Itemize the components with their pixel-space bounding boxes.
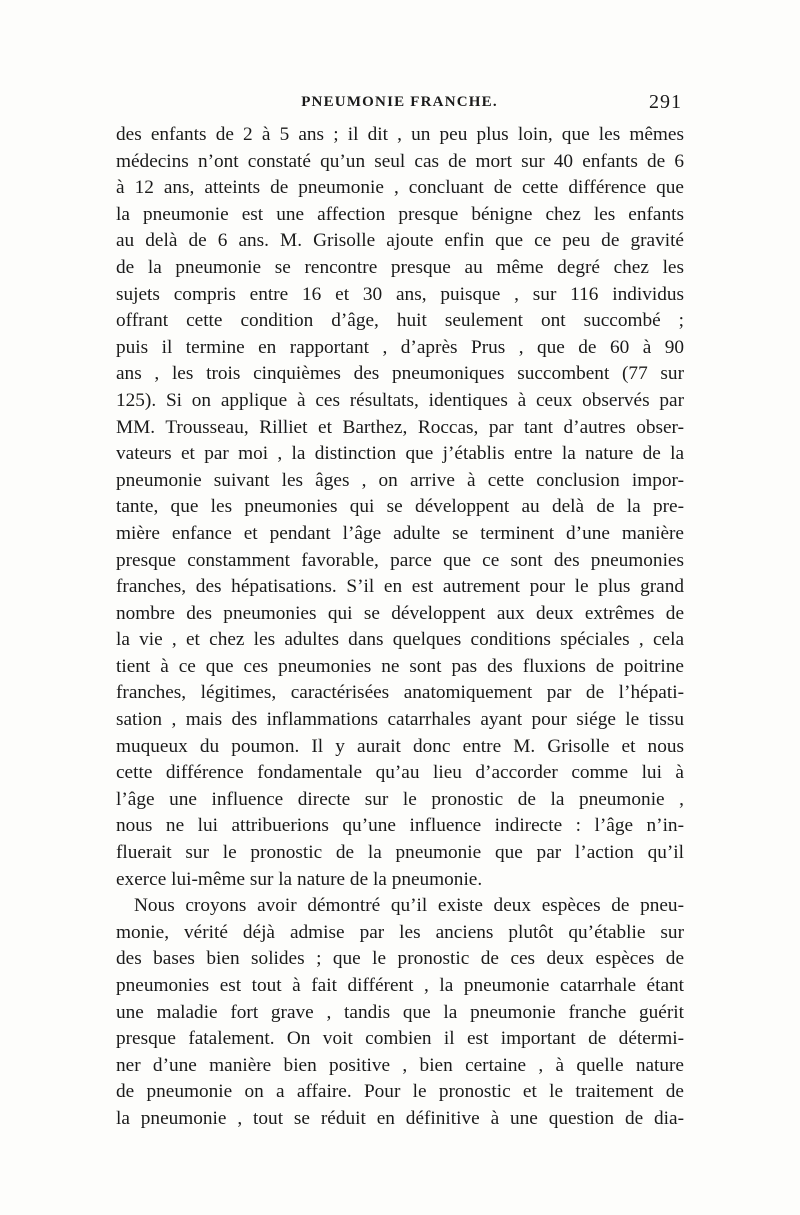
text-line: la pneumonie , tout se réduit en définitive à une question de dia- (116, 1107, 684, 1129)
text-line: des enfants de 2 à 5 ans ; il dit , un peu plus loin, que les mêmes (116, 124, 684, 145)
text-line: de la pneumonie se rencontre presque au même degré chez les (116, 256, 684, 278)
text-line: muqueux du poumon. Il y aurait donc entre M. Grisolle et nous (116, 735, 684, 757)
page-number: 291 (649, 91, 682, 113)
text-line: la pneumonie est une affection presque bénigne chez les enfants (116, 203, 684, 225)
text-line: franches, légitimes, caractérisées anatomiquement par de l’hépati- (116, 682, 684, 704)
text-line: l’âge une influence directe sur le pronostic de la pneumonie , (116, 788, 684, 810)
text-line: cette différence fondamentale qu’au lieu d’accorder comme lui à (116, 762, 684, 784)
text-line: offrant cette condition d’âge, huit seulement ont succombé ; (116, 310, 684, 332)
text-line: 125). Si on applique à ces résultats, identiques à ceux observés par (116, 389, 684, 411)
text-line: MM. Trousseau, Rilliet et Barthez, Roccas, par tant d’autres obser- (116, 416, 684, 438)
running-head (117, 91, 682, 120)
text-line: sation , mais des inflammations catarrhales ayant pour siége le tissu (116, 709, 684, 731)
text-line: de pneumonie on a affaire. Pour le pronostic et le traitement de (116, 1081, 684, 1103)
text-line: au delà de 6 ans. M. Grisolle ajoute enfin que ce peu de gravité (116, 230, 684, 252)
text-line: une maladie fort grave , tandis que la pneumonie franche guérit (116, 1001, 684, 1023)
text-line: monie, vérité déjà admise par les anciens plutôt qu’établie sur (116, 921, 684, 943)
text-line: pneumonie suivant les âges , on arrive à cette conclusion impor- (116, 469, 684, 491)
text-line: franches, des hépatisations. S’il en est autrement pour le plus grand (116, 576, 684, 598)
text-line: tante, que les pneumonies qui se développent au delà de la pre- (116, 496, 684, 518)
text-line: ner d’une manière bien positive , bien certaine , à quelle nature (116, 1054, 684, 1076)
text-line: à 12 ans, atteints de pneumonie , concluant de cette différence que (116, 177, 684, 199)
text-line: des bases bien solides ; que le pronostic de ces deux espèces de (116, 948, 684, 970)
text-line: vateurs et par moi , la distinction que j’établis entre la nature de la (116, 443, 684, 465)
text-line: sujets compris entre 16 et 30 ans, puisque , sur 116 individus (116, 283, 684, 305)
text-line: exerce lui-même sur la nature de la pneumonie. (116, 868, 483, 890)
text-line: nous ne lui attribuerions qu’une influence indirecte : l’âge n’in- (116, 815, 684, 837)
body-text (116, 122, 684, 1133)
text-line: nombre des pneumonies qui se développent aux deux extrêmes de (116, 602, 684, 624)
text-line: fluerait sur le pronostic de la pneumonie que par l’action qu’il (116, 842, 684, 864)
text-line: ans , les trois cinquièmes des pneumoniques succombent (77 sur (116, 363, 684, 385)
running-title: PNEUMONIE FRANCHE. (301, 94, 498, 110)
text-line: Nous croyons avoir démontré qu’il existe deux espèces de pneu- (134, 895, 684, 917)
text-line: mière enfance et pendant l’âge adulte se terminent d’une manière (116, 522, 684, 544)
text-line: pneumonies est tout à fait différent , la pneumonie catarrhale étant (116, 975, 684, 996)
text-line: puis il termine en rapportant , d’après Prus , que de 60 à 90 (116, 336, 684, 358)
text-line: la vie , et chez les adultes dans quelques conditions spéciales , cela (116, 629, 684, 651)
text-line: presque fatalement. On voit combien il est important de détermi- (116, 1028, 684, 1050)
text-line: tient à ce que ces pneumonies ne sont pas des fluxions de poitrine (116, 655, 684, 677)
text-line: presque constamment favorable, parce que ce sont des pneumonies (116, 549, 684, 571)
text-line: médecins n’ont constaté qu’un seul cas de mort sur 40 enfants de 6 (116, 150, 684, 172)
